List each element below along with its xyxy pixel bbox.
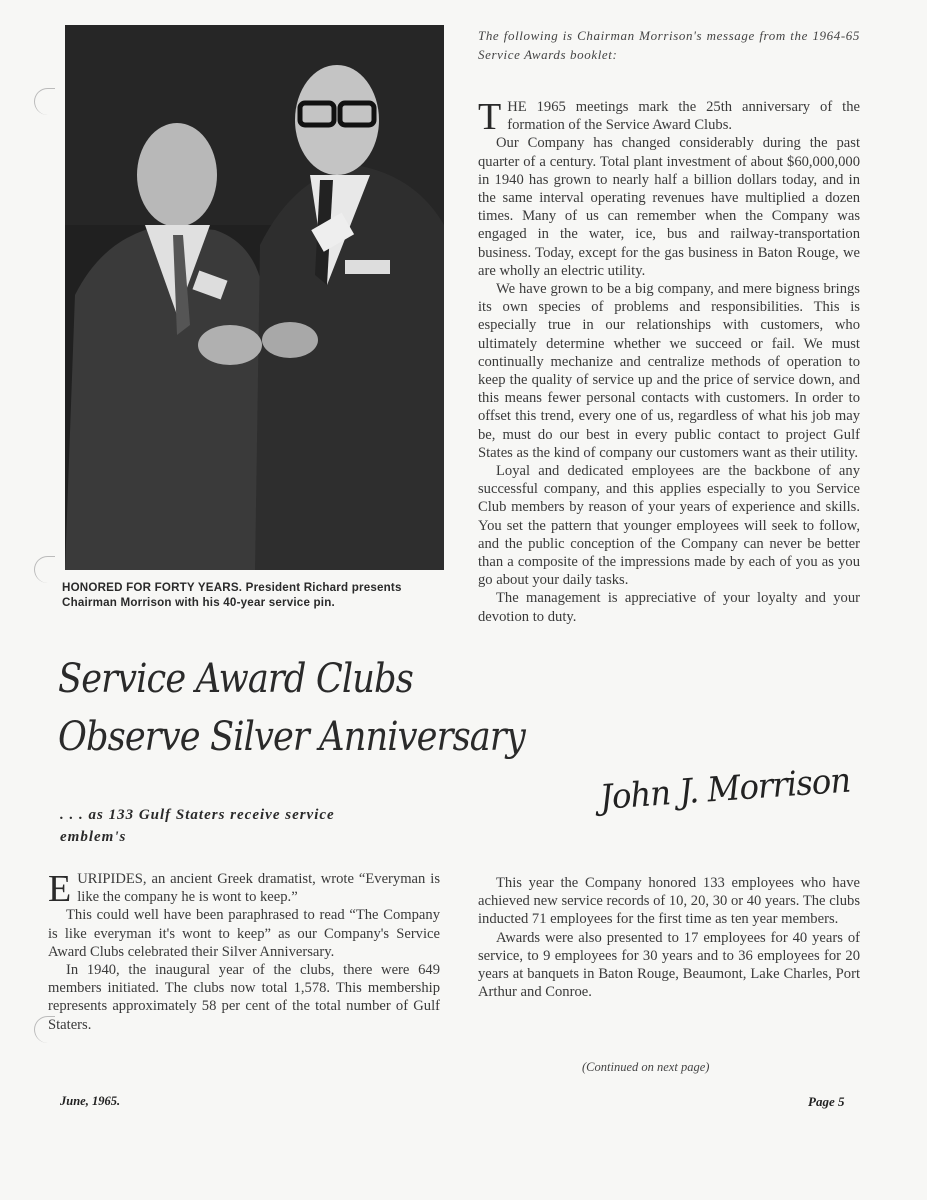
photo-caption bbox=[62, 580, 447, 610]
paragraph: In 1940, the inaugural year of the clubs, there were 649 members initiated. The clubs now total 1,578. This membership represents approximately 58 per cent of the total number of Gulf Staters. bbox=[48, 962, 440, 1033]
paragraph: We have grown to be a big company, and mere bigness brings its own species of problems and responsibilities. This is especially true in our relationships with customers, who ultimately determine whether we succeed or fail. We must continually mechanize and centralize methods of operation to keep the quality of service up and the price of service down, and this means fewer personal contacts with customers. In order to offset this trend, every one of us, regardless of what his job may be, must do our best in every public contact to project Gulf States as the kind of company our customers want as their utility. bbox=[478, 281, 860, 461]
article-title-line1: Service Award Clubs bbox=[58, 656, 413, 702]
paragraph: Loyal and dedicated employees are the backbone of any successful company, and this applies especially to you Service Club members by reason of your years of experience and skills. You set the pattern that younger employees will seek to follow, and the public conception of the Company can never be better than a composite of the impressions made by each of you as you go about your daily tasks. bbox=[478, 463, 860, 589]
message-intro: The following is Chairman Morrison's message from the 1964-65 Service Awards booklet: bbox=[478, 28, 860, 62]
punch-hole bbox=[34, 556, 55, 583]
article-title-line2: Observe Silver Anniversary bbox=[58, 714, 525, 760]
paragraph: This year the Company honored 133 employees who have achieved new service records of 10, 20, 30 or 40 years. The clubs inducted 71 employees for the first time as ten year members. bbox=[478, 875, 860, 928]
chairman-message bbox=[478, 98, 860, 626]
paragraph: Our Company has changed considerably during the past quarter of a century. Total plant investment of about $60,000,000 in 1940 has grown to nearly half a billion dollars today, and in the same interval operating revenues have multiplied a dozen times. Many of us can remember when the Company was engaged in the water, ice, bus and railway-transportation business. Today, except for the gas business in Baton Rouge, we are wholly an electric utility. bbox=[478, 135, 860, 279]
signature: John J. Morrison bbox=[598, 760, 852, 818]
paragraph: Awards were also presented to 17 employees for 40 years of service, to 9 employees for 30 years and to 36 employees for 20 years at banquets in Baton Rouge, Beaumont, Lake Charles, Port Arthur and Conroe. bbox=[478, 929, 860, 1001]
photo-morrison-richard bbox=[65, 25, 444, 570]
continued-note: (Continued on next page) bbox=[582, 1060, 710, 1074]
paragraph: The management is appreciative of your loyalty and your devotion to duty. bbox=[478, 590, 860, 625]
article-body bbox=[48, 870, 440, 1034]
footer-date: June, 1965. bbox=[60, 1094, 121, 1108]
drop-cap: T bbox=[478, 96, 502, 138]
page-number: Page 5 bbox=[808, 1094, 845, 1109]
article-subhead: . . . as 133 Gulf Staters receive service emblem's bbox=[60, 807, 335, 845]
paragraph: URIPIDES, an ancient Greek dramatist, wrote “Everyman is like the company he is wont to keep.” bbox=[77, 871, 440, 906]
punch-hole bbox=[34, 88, 55, 115]
drop-cap: E bbox=[48, 868, 72, 910]
paragraph: This could well have been paraphrased to read “The Company is like everyman it's wont to keep” as our Company's Service Award Clubs celebrated their Silver Anniversary. bbox=[48, 907, 440, 960]
caption-text: President Richard presents Chairman Morrison with his 40-year service pin. bbox=[62, 581, 402, 609]
paragraph: HE 1965 meetings mark the 25th anniversary of the formation of the Service Award Clubs. bbox=[507, 99, 860, 134]
caption-bold: HONORED FOR FORTY YEARS. bbox=[62, 581, 243, 594]
article-continued bbox=[478, 874, 860, 1001]
